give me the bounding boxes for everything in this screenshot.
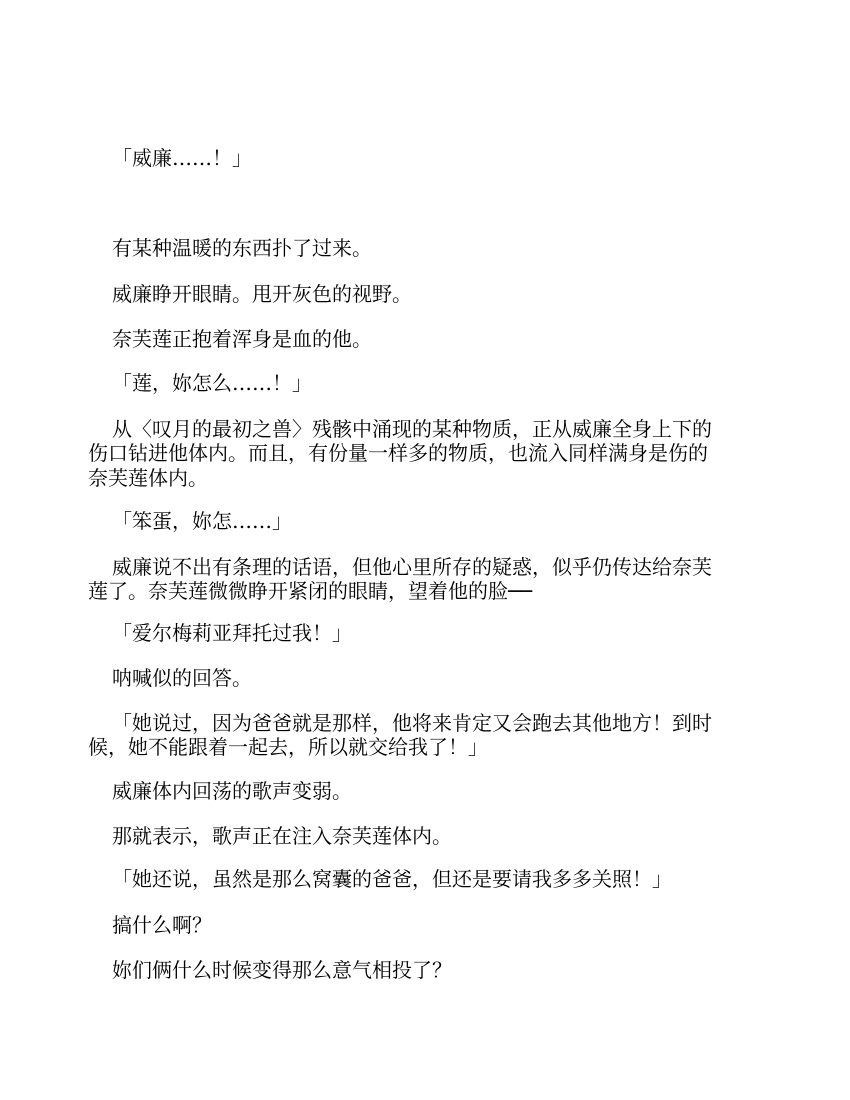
paragraph-7: 「笨蛋，妳怎……」 (112, 509, 292, 533)
paragraph-8-line-1: 威廉说不出有条理的话语，但他心里所存的疑惑，似乎仍传达给奈芙 (112, 555, 712, 579)
paragraph-11-line-2: 候，她不能跟着一起去，所以就交给我了！」 (88, 735, 488, 759)
paragraph-15: 搞什么啊？ (112, 913, 212, 937)
paragraph-16: 妳们俩什么时候变得那么意气相投了？ (112, 958, 452, 982)
paragraph-12: 威廉体内回荡的歌声变弱。 (112, 779, 352, 803)
paragraph-2: 有某种温暖的东西扑了过来。 (112, 236, 372, 260)
paragraph-6-line-3: 奈芙莲体内。 (88, 466, 208, 490)
paragraph-11-line-1: 「她说过，因为爸爸就是那样，他将来肯定又会跑去其他地方！到时 (112, 711, 712, 735)
paragraph-1: 「威廉……！」 (112, 146, 252, 170)
paragraph-6-line-2: 伤口钻进他体内。而且，有份量一样多的物质，也流入同样满身是伤的 (88, 441, 708, 465)
paragraph-3: 威廉睁开眼睛。甩开灰色的视野。 (112, 282, 412, 306)
paragraph-8-line-2: 莲了。奈芙莲微微睁开紧闭的眼睛，望着他的脸── (88, 579, 533, 603)
paragraph-9: 「爱尔梅莉亚拜托过我！」 (112, 621, 352, 645)
paragraph-4: 奈芙莲正抱着浑身是血的他。 (112, 327, 372, 351)
paragraph-14: 「她还说，虽然是那么窝囊的爸爸，但还是要请我多多关照！」 (112, 867, 672, 891)
paragraph-5: 「莲，妳怎么……！」 (112, 371, 312, 395)
paragraph-6-line-1: 从〈叹月的最初之兽〉残骸中涌现的某种物质，正从威廉全身上下的 (112, 417, 712, 441)
paragraph-10: 呐喊似的回答。 (112, 666, 252, 690)
paragraph-13: 那就表示，歌声正在注入奈芙莲体内。 (112, 824, 452, 848)
